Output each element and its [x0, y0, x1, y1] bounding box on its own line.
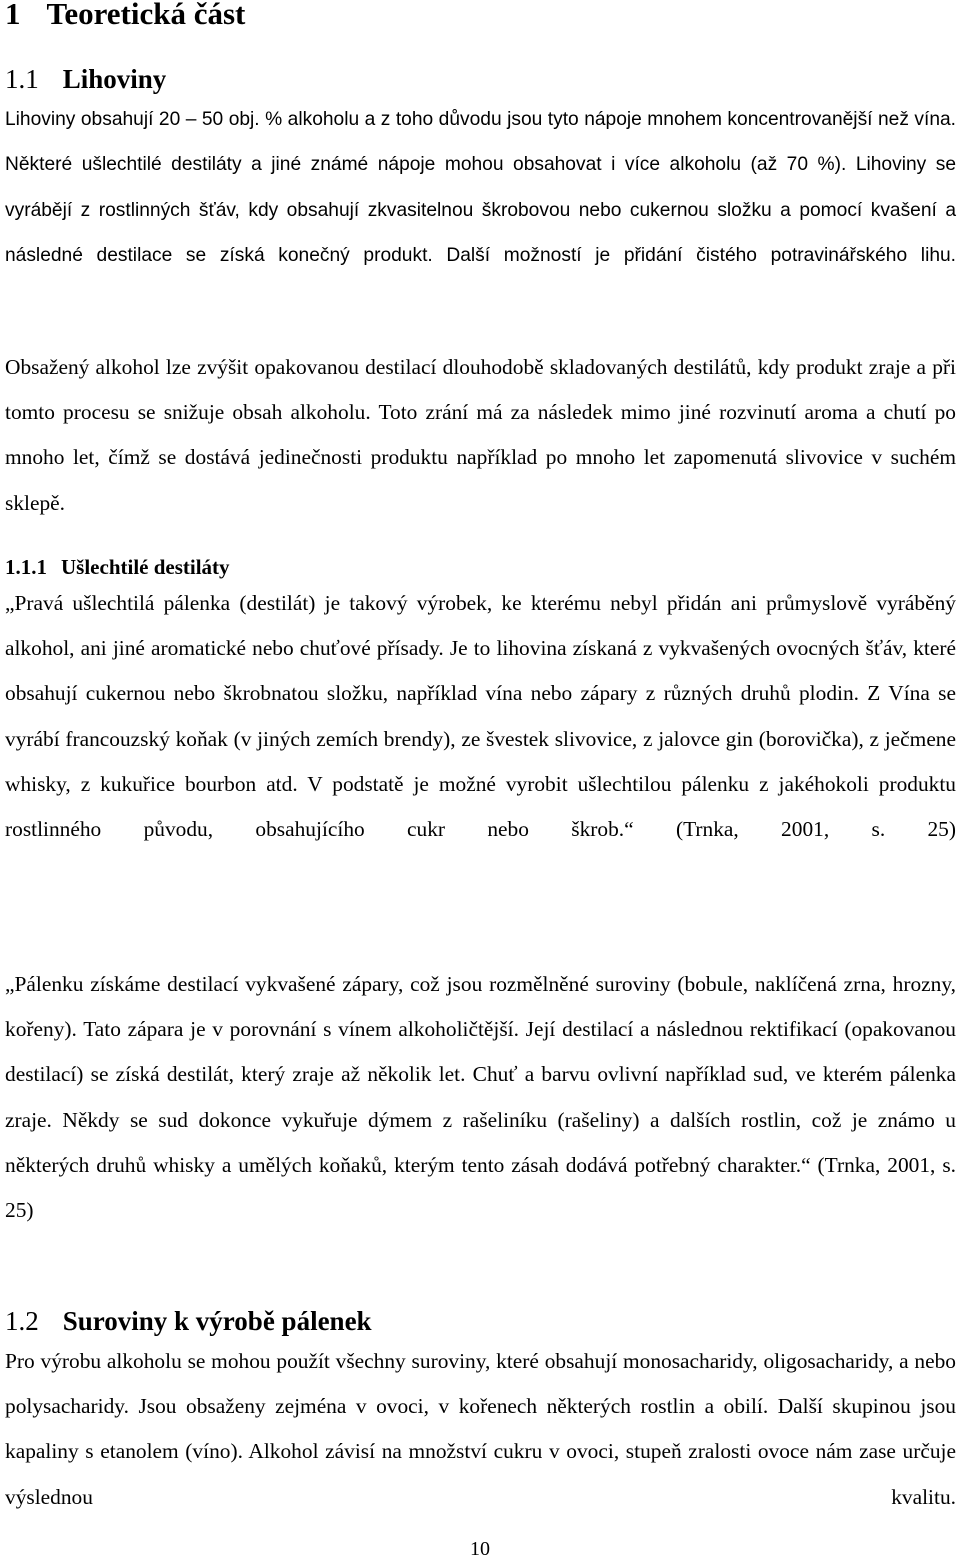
subsection-heading-1-1-1 [5, 555, 230, 580]
chapter-title: Teoretická část [46, 0, 246, 31]
paragraph-destilaty-1: „Pravá ušlechtilá pálenka (destilát) je takový výrobek, ke kterému nebyl přidán ani průmyslově vyráběný alkohol, ani jiné aromatické nebo chuťové přísady. Je to lihovina získaná z vykvašených ovocných šťáv, které obsahují cukernou nebo škrobnatou složku, například vína nebo zápary z různých druhů plodin. Z Vína se vyrábí francouzský koňak (v jiných zemích brendy), ze švestek slivovice, z jalovce gin (borovička), z ječmene whisky, z kukuřice bourbon atd. V podstatě je možné vyrobit ušlechtilou pálenku z jakéhokoli produktu rostlinného původu, obsahujícího cukr nebo škrob.“ (Trnka, 2001, s. 25) [5, 591, 956, 842]
section-title: Lihoviny [62, 64, 167, 94]
section-title: Suroviny k výrobě pálenek [62, 1306, 372, 1336]
section-heading-1-1 [5, 64, 166, 95]
section-number: 1.2 [5, 1306, 39, 1336]
section-number: 1.1 [5, 64, 39, 94]
section-heading-1-2 [5, 1306, 372, 1337]
subsection-number: 1.1.1 [5, 555, 47, 579]
paragraph-lihoviny-2: Obsažený alkohol lze zvýšit opakovanou destilací dlouhodobě skladovaných destilátů, kdy produkt zraje a při tomto procesu se snižuje obsah alkoholu. Toto zrání má za následek mimo jiné rozvinutí aroma a chutí po mnoho let, čímž se dostává jedinečnosti produktu například po mnoho let zapomenutá slivovice v suchém sklepě. [5, 355, 956, 515]
chapter-heading [5, 0, 245, 32]
page-number: 10 [470, 1538, 490, 1560]
paragraph-suroviny-1: Pro výrobu alkoholu se mohou použít všechny suroviny, které obsahují monosacharidy, oligosacharidy, a nebo polysacharidy. Jsou obsaženy zejména v ovoci, v kořenech některých rostlin a obilí. Další skupinou jsou kapaliny s etanolem (víno). Alkohol závisí na množství cukru v ovoci, stupeň zralosti ovoce nám zase určuje výslednou kvalitu. [5, 1349, 956, 1509]
paragraph-destilaty-2: „Pálenku získáme destilací vykvašené zápary, což jsou rozmělněné suroviny (bobule, naklíčená zrna, hrozny, kořeny). Tato zápara je v porovnání s vínem alkoholičtější. Její destilací a následnou rektifikací (opakovanou destilací) se získá destilát, který zraje až několik let. Chuť a barvu ovlivní například sud, ve kterém pálenka zraje. Někdy se sud dokonce vykuřuje dýmem z rašeliníku (rašeliny) a dalších rostlin, což je známo u některých druhů whisky a umělých koňaků, kterým tento zásah dodává potřebný charakter.“ (Trnka, 2001, s. 25) [5, 972, 956, 1223]
chapter-number: 1 [5, 0, 21, 31]
subsection-title: Ušlechtilé destiláty [61, 555, 230, 579]
paragraph-lihoviny-1: Lihoviny obsahují 20 – 50 obj. % alkoholu a z toho důvodu jsou tyto nápoje mnohem koncentrovanější než vína. Některé ušlechtilé destiláty a jiné známé nápoje mohou obsahovat i více alkoholu (až 70 %). Lihoviny se vyrábějí z rostlinných šťáv, kdy obsahují zkvasitelnou škrobovou nebo cukernou složku a pomocí kvašení a následné destilace se získá konečný produkt. Další možností je přidání čistého potravinářského lihu. [5, 109, 956, 266]
